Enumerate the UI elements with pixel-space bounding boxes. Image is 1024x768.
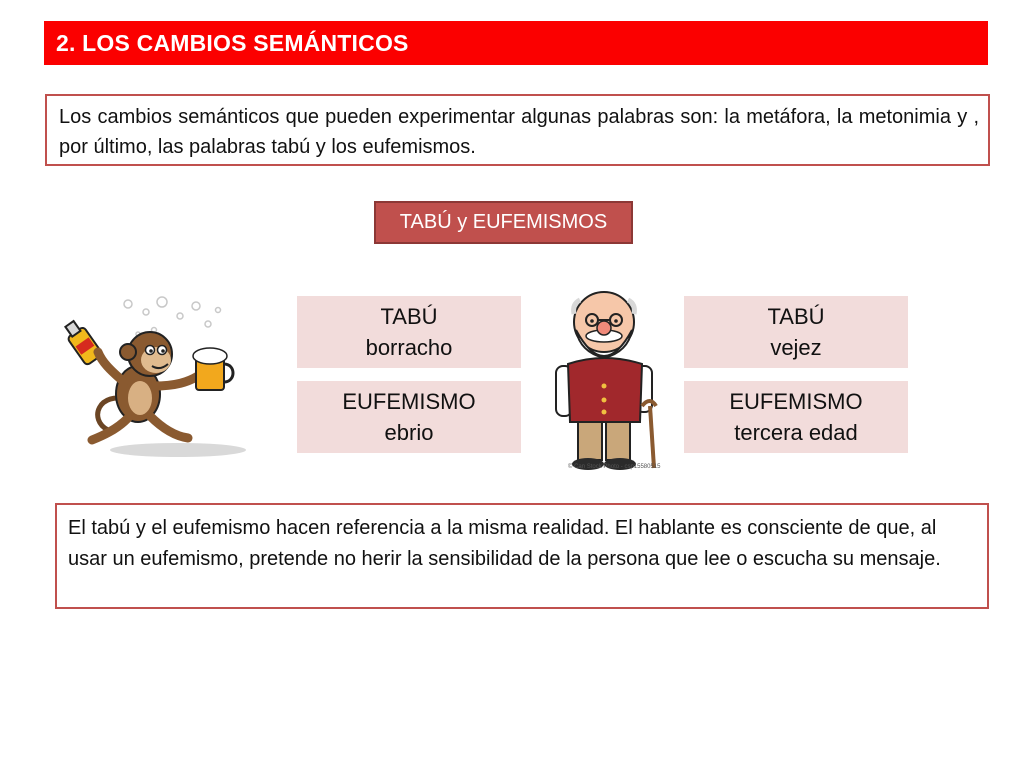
drunk-monkey-illustration: [58, 290, 248, 462]
eufemismo-box-tercera-edad: [684, 381, 908, 453]
eufemismo-label: EUFEMISMO: [342, 389, 476, 414]
tabu-box-borracho: [297, 296, 521, 368]
tabu-box-vejez: [684, 296, 908, 368]
tabu-label: TABÚ: [767, 304, 825, 329]
page-title: 2. LOS CAMBIOS SEMÁNTICOS: [56, 29, 409, 56]
title-banner: [44, 21, 988, 65]
eufemismo-label: EUFEMISMO: [729, 389, 863, 414]
eufemismo-box-ebrio: [297, 381, 521, 453]
conclusion-textbox: El tabú y el eufemismo hacen referencia a la misma realidad. El hablante es consciente de que, al usar un eufemismo, pretende no herir la sensibilidad de la persona que lee o escucha su mensaje.: [55, 503, 989, 609]
tabu-label: TABÚ: [380, 304, 438, 329]
tabu-word: borracho: [365, 335, 453, 360]
tabu-word: vejez: [770, 335, 822, 360]
eufemismo-word: tercera edad: [734, 420, 858, 445]
eufemismo-word: ebrio: [384, 420, 434, 445]
old-man-illustration: [550, 286, 670, 474]
subtitle-label: TABÚ y EUFEMISMOS: [399, 211, 608, 233]
image-credit: © Can Stock Photo - csp15580515: [568, 464, 661, 470]
subtitle-label-box: [374, 201, 633, 244]
intro-textbox: Los cambios semánticos que pueden experimentar algunas palabras son: la metáfora, la metonimia y , por último, las palabras tabú y los eufemismos.: [45, 94, 990, 166]
